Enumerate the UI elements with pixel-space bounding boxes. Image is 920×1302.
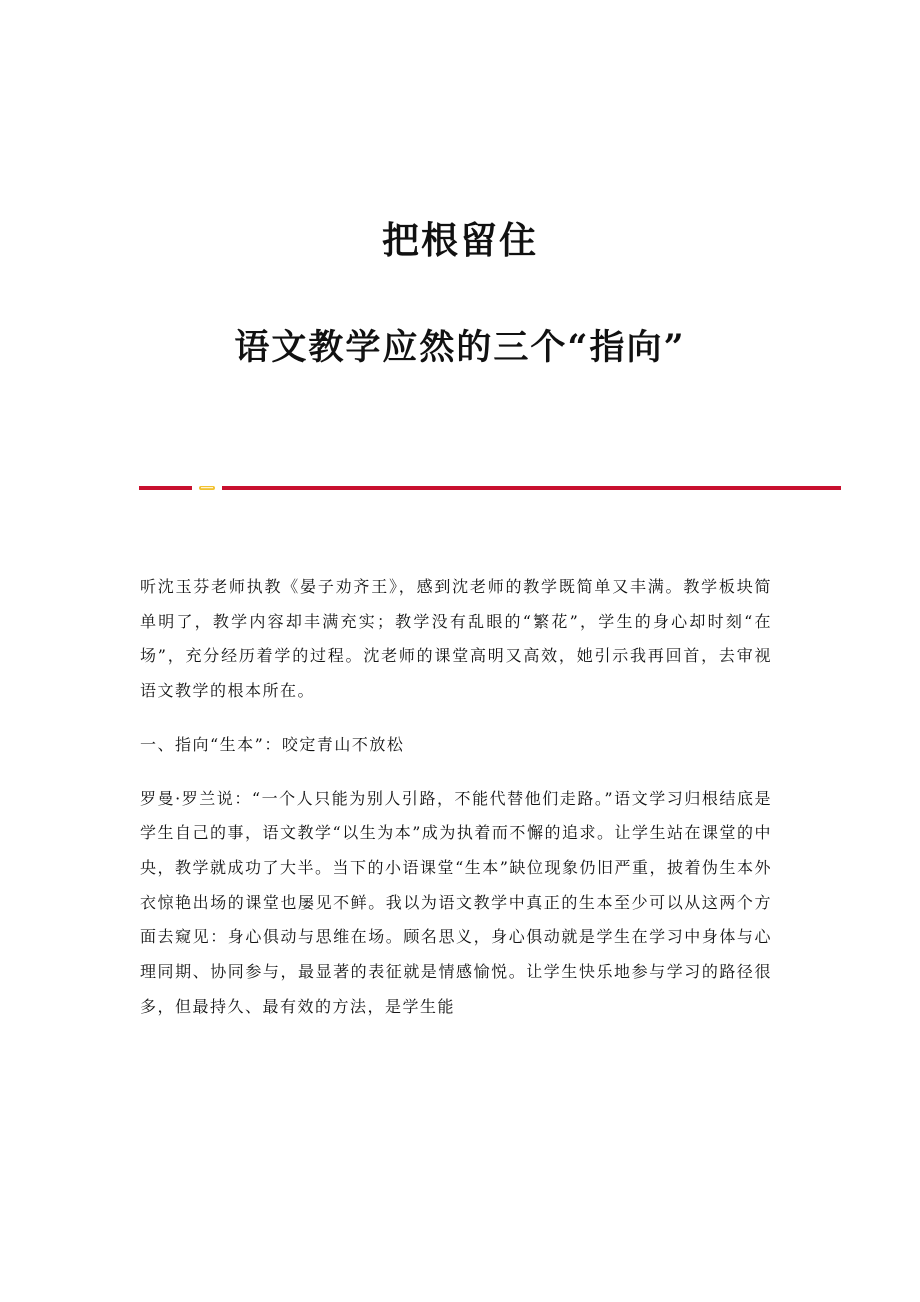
divider-ornament-icon: [198, 484, 216, 492]
section-heading-1: 一、指向“生本”：咬定青山不放松: [140, 734, 405, 754]
divider-bar-left: [139, 486, 192, 490]
divider-bar-right: [222, 486, 841, 490]
title-divider: [139, 484, 841, 492]
document-title: 把根留住: [382, 218, 538, 262]
document-subtitle: 语文教学应然的三个“指向”: [234, 327, 686, 368]
document-body: [140, 570, 772, 1043]
paragraph-intro: 听沈玉芬老师执教《晏子劝齐王》，感到沈老师的教学既简单又丰满。教学板块简单明了，教学内容却丰满充实；教学没有乱眼的“繁花”，学生的身心却时刻“在场”，充分经历着学的过程。沈老师的课堂高明又高效，她引示我再回首，去审视语文教学的根本所在。: [140, 577, 772, 701]
paragraph-section-1: 罗曼·罗兰说：“一个人只能为别人引路，不能代替他们走路。”语文学习归根结底是学生自己的事，语文教学“以生为本”成为执着而不懈的追求。让学生站在课堂的中央，教学就成功了大半。当下的小语课堂“生本”缺位现象仍旧严重，披着伪生本外衣惊艳出场的课堂也屡见不鲜。我以为语文教学中真正的生本至少可以从这两个方面去窥见：身心俱动与思维在场。顾名思义，身心俱动就是学生在学习中身体与心理同期、协同参与，最显著的表征就是情感愉悦。让学生快乐地参与学习的路径很多，但最持久、最有效的方法，是学生能: [140, 788, 772, 1016]
